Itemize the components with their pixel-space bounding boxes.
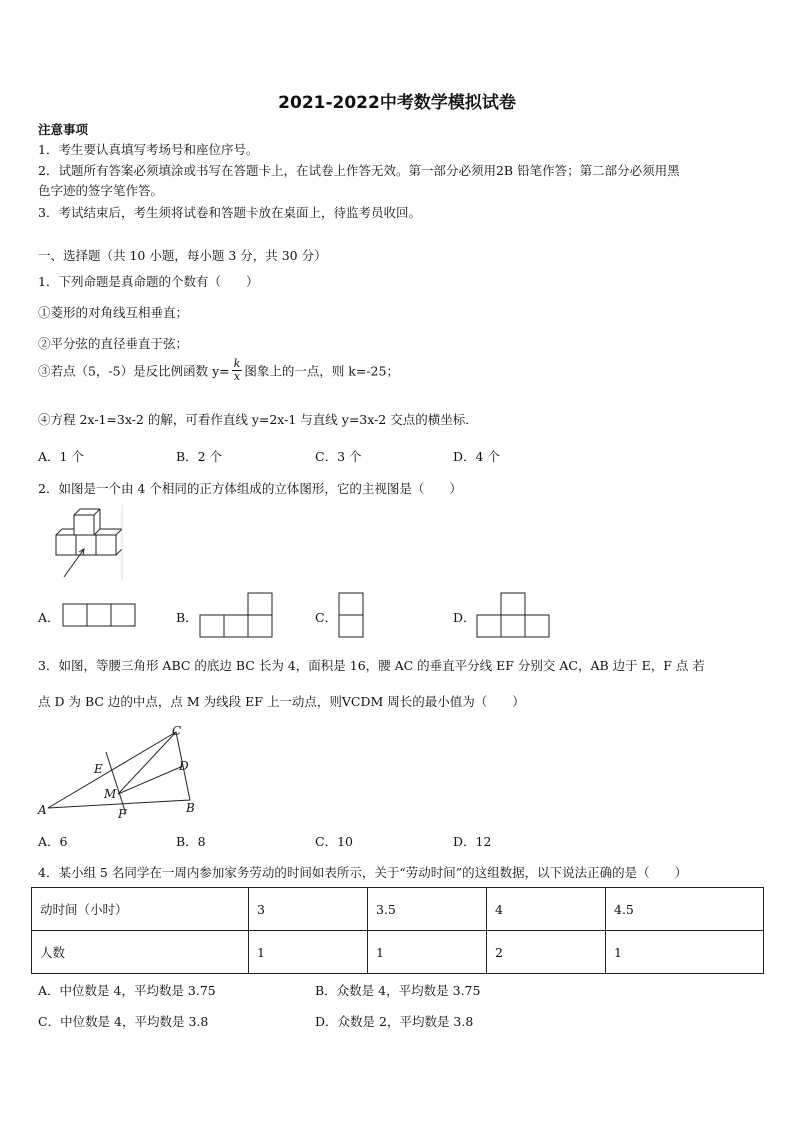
cube-solid-figure	[52, 505, 124, 581]
q1-option-b[interactable]: B．2 个	[176, 449, 223, 464]
q1-statement-1: ①菱形的对角线互相垂直；	[38, 305, 189, 320]
label-E: E	[94, 762, 103, 776]
q1-option-d[interactable]: D．4 个	[453, 449, 500, 464]
section-heading: 一、选择题（共 10 小题，每小题 3 分，共 30 分）	[38, 248, 327, 263]
q1-stem: 1．下列命题是真命题的个数有（ ）	[38, 274, 259, 289]
q4-option-a[interactable]: A．中位数是 4，平均数是 3.75	[38, 983, 216, 998]
notice-item-2a: 2．试题所有答案必须填涂或书写在答题卡上，在试卷上作答无效。第一部分必须用2B 铅笔作答；第二部分必须用黑	[38, 163, 680, 178]
notice-item-2b: 色字迹的签字笔作答。	[38, 183, 164, 198]
table-cell: 4	[487, 888, 606, 931]
table-cell: 人数	[32, 931, 249, 974]
frac-numerator: k	[233, 357, 241, 370]
triangle-abc-figure	[34, 722, 204, 822]
q1-s3-pre: ③若点（5，-5）是反比例函数 y=	[38, 363, 230, 379]
notice-item-3: 3．考试结束后，考生须将试卷和答题卡放在桌面上，待监考员收回。	[38, 205, 421, 220]
q4-data-table	[31, 887, 764, 974]
q2-option-a-figure[interactable]	[62, 603, 138, 628]
label-F: F	[118, 807, 127, 821]
table-cell: 1	[606, 931, 764, 974]
label-D: D	[179, 759, 189, 773]
table-cell: 3.5	[368, 888, 487, 931]
label-A: A	[38, 803, 47, 817]
label-B: B	[186, 801, 195, 815]
q1-option-c[interactable]: C．3 个	[315, 449, 362, 464]
q1-statement-3	[38, 358, 399, 383]
q2-option-c[interactable]: C．	[315, 610, 338, 625]
table-cell: 1	[249, 931, 368, 974]
table-cell: 4.5	[606, 888, 764, 931]
q4-option-c[interactable]: C．中位数是 4，平均数是 3.8	[38, 1014, 209, 1029]
table-cell: 2	[487, 931, 606, 974]
q2-option-d-figure[interactable]	[476, 591, 554, 639]
table-row	[32, 931, 764, 974]
q1-s3-post: 图象上的一点，则 k=-25；	[244, 363, 399, 379]
q2-option-b-figure[interactable]	[199, 591, 277, 639]
q3-stem-line-1: 3．如图，等腰三角形 ABC 的底边 BC 长为 4，面积是 16，腰 AC 的垂直平分线 EF 分别交 AC，AB 边于 E，F 点 若	[38, 658, 705, 673]
q1-statement-4: ④方程 2x-1=3x-2 的解，可看作直线 y=2x-1 与直线 y=3x-2 交点的横坐标．	[38, 412, 478, 427]
q3-option-a[interactable]: A．6	[38, 834, 68, 849]
q4-option-d[interactable]: D．众数是 2，平均数是 3.8	[315, 1014, 474, 1029]
q3-stem-line-2: 点 D 为 BC 边的中点，点 M 为线段 EF 上一动点，则VCDM 周长的最小值为（ ）	[38, 694, 525, 709]
q2-option-d[interactable]: D．	[453, 610, 476, 625]
label-M: M	[104, 787, 117, 801]
label-C: C	[172, 724, 182, 738]
q4-option-b[interactable]: B．众数是 4，平均数是 3.75	[315, 983, 481, 998]
q1-statement-2: ②平分弦的直径垂直于弦；	[38, 336, 189, 351]
q2-option-c-figure[interactable]	[338, 591, 366, 639]
q3-option-c[interactable]: C．10	[315, 834, 353, 849]
page-title: 2021-2022中考数学模拟试卷	[278, 93, 516, 113]
fraction-k-over-x	[232, 358, 243, 383]
table-cell: 1	[368, 931, 487, 974]
table-row	[32, 888, 764, 931]
table-cell: 3	[249, 888, 368, 931]
q4-stem: 4．某小组 5 名同学在一周内参加家务劳动的时间如表所示，关于“劳动时间”的这组数据，以下说法正确的是（ ）	[38, 865, 688, 880]
table-cell: 动时间（小时）	[32, 888, 249, 931]
q2-option-a[interactable]: A．	[38, 610, 60, 625]
notice-item-1: 1．考生要认真填写考场号和座位序号。	[38, 142, 259, 157]
frac-denominator: x	[233, 370, 241, 383]
q2-stem: 2．如图是一个由 4 个相同的正方体组成的立体图形，它的主视图是（ ）	[38, 481, 462, 496]
notice-heading: 注意事项	[38, 122, 89, 137]
q3-option-b[interactable]: B．8	[176, 834, 206, 849]
q1-option-a[interactable]: A．1 个	[38, 449, 84, 464]
q2-option-b[interactable]: B．	[176, 610, 198, 625]
q3-option-d[interactable]: D．12	[453, 834, 492, 849]
